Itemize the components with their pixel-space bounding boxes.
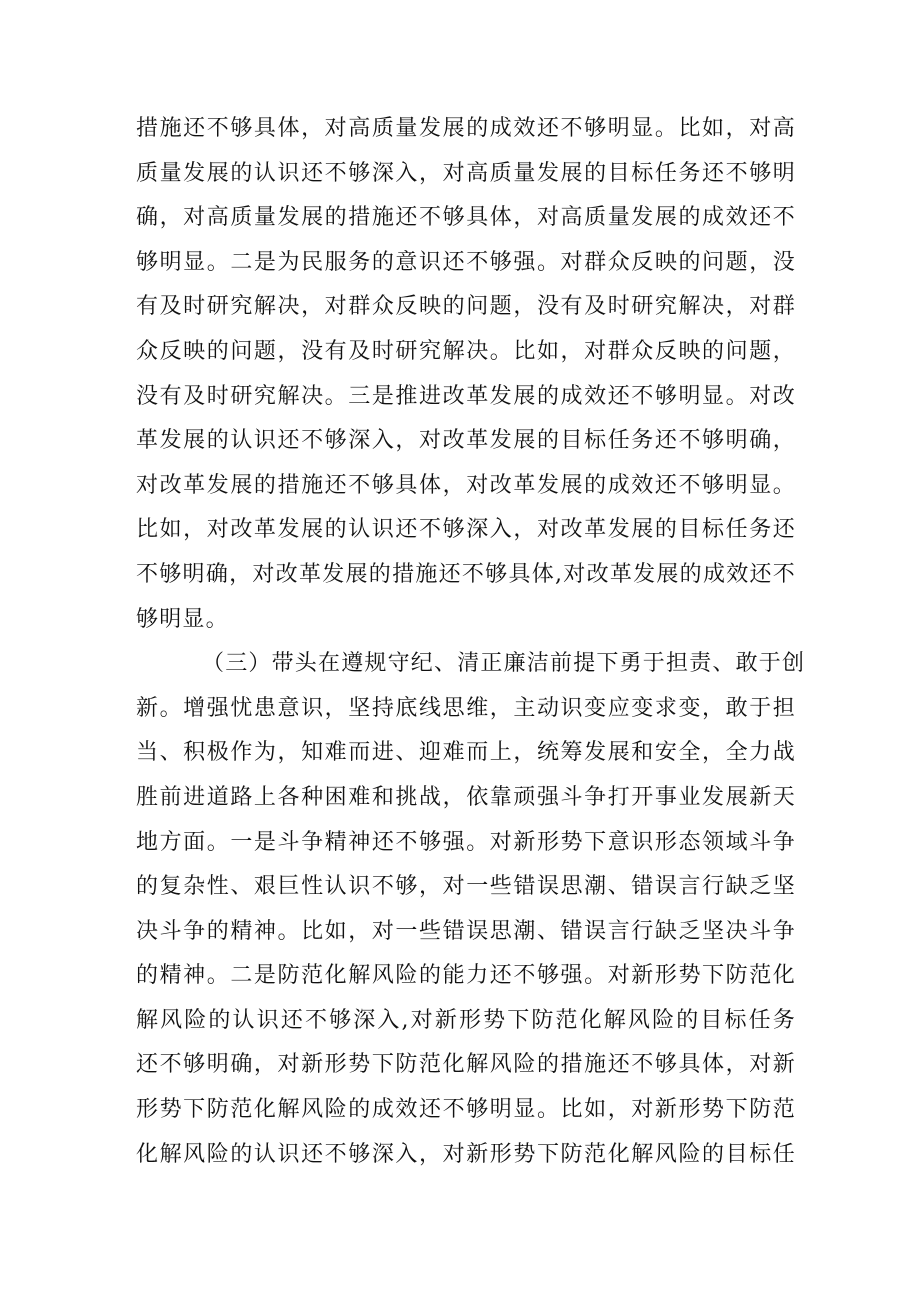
text-line: 革发展的认识还不够深入，对改革发展的目标任务还不够明确，	[136, 428, 796, 454]
text-line: 决斗争的精神。比如，对一些错误思潮、错误言行缺乏坚决斗争	[136, 918, 796, 944]
text-line: 化解风险的认识还不够深入，对新形势下防范化解风险的目标任	[136, 1141, 796, 1167]
text-line: 形势下防范化解风险的成效还不够明显。比如，对新形势下防范	[136, 1097, 796, 1123]
document-body	[136, 107, 806, 1177]
text-line: 当、积极作为，知难而进、迎难而上，统筹发展和安全，全力战	[136, 740, 796, 766]
section-heading-line: （三）带头在遵规守纪、清正廉洁前提下勇于担责、敢于创	[202, 651, 806, 677]
text-line: 胜前进道路上各种困难和挑战，依靠顽强斗争打开事业发展新天	[136, 784, 796, 810]
text-line: 新。增强忧患意识，坚持底线思维，主动识变应变求变，敢于担	[136, 695, 796, 721]
text-line: 的精神。二是防范化解风险的能力还不够强。对新形势下防范化	[136, 963, 796, 989]
text-line: 措施还不够具体，对高质量发展的成效还不够明显。比如，对高	[136, 116, 796, 141]
text-line: 够明显。二是为民服务的意识还不够强。对群众反映的问题，没	[136, 249, 796, 275]
text-line: 还不够明确，对新形势下防范化解风险的措施还不够具体，对新	[136, 1052, 796, 1078]
text-line: 解风险的认识还不够深入,对新形势下防范化解风险的目标任务	[136, 1007, 796, 1033]
text-line: 确，对高质量发展的措施还不够具体，对高质量发展的成效还不	[136, 205, 796, 231]
text-line: 质量发展的认识还不够深入，对高质量发展的目标任务还不够明	[136, 160, 796, 186]
text-line: 众反映的问题，没有及时研究解决。比如，对群众反映的问题，	[136, 338, 796, 364]
text-line: 的复杂性、艰巨性认识不够，对一些错误思潮、错误言行缺乏坚	[136, 874, 796, 900]
text-line: 比如，对改革发展的认识还不够深入，对改革发展的目标任务还	[136, 517, 796, 543]
text-line: 对改革发展的措施还不够具体，对改革发展的成效还不够明显。	[136, 472, 796, 498]
text-line: 地方面。一是斗争精神还不够强。对新形势下意识形态领域斗争	[136, 829, 796, 855]
text-line: 不够明确，对改革发展的措施还不够具体,对改革发展的成效还不	[136, 561, 796, 587]
text-line: 没有及时研究解决。三是推进改革发展的成效还不够明显。对改	[136, 383, 796, 409]
paragraph-end-line: 够明显。	[136, 606, 229, 632]
text-line: 有及时研究解决，对群众反映的问题，没有及时研究解决，对群	[136, 294, 796, 320]
